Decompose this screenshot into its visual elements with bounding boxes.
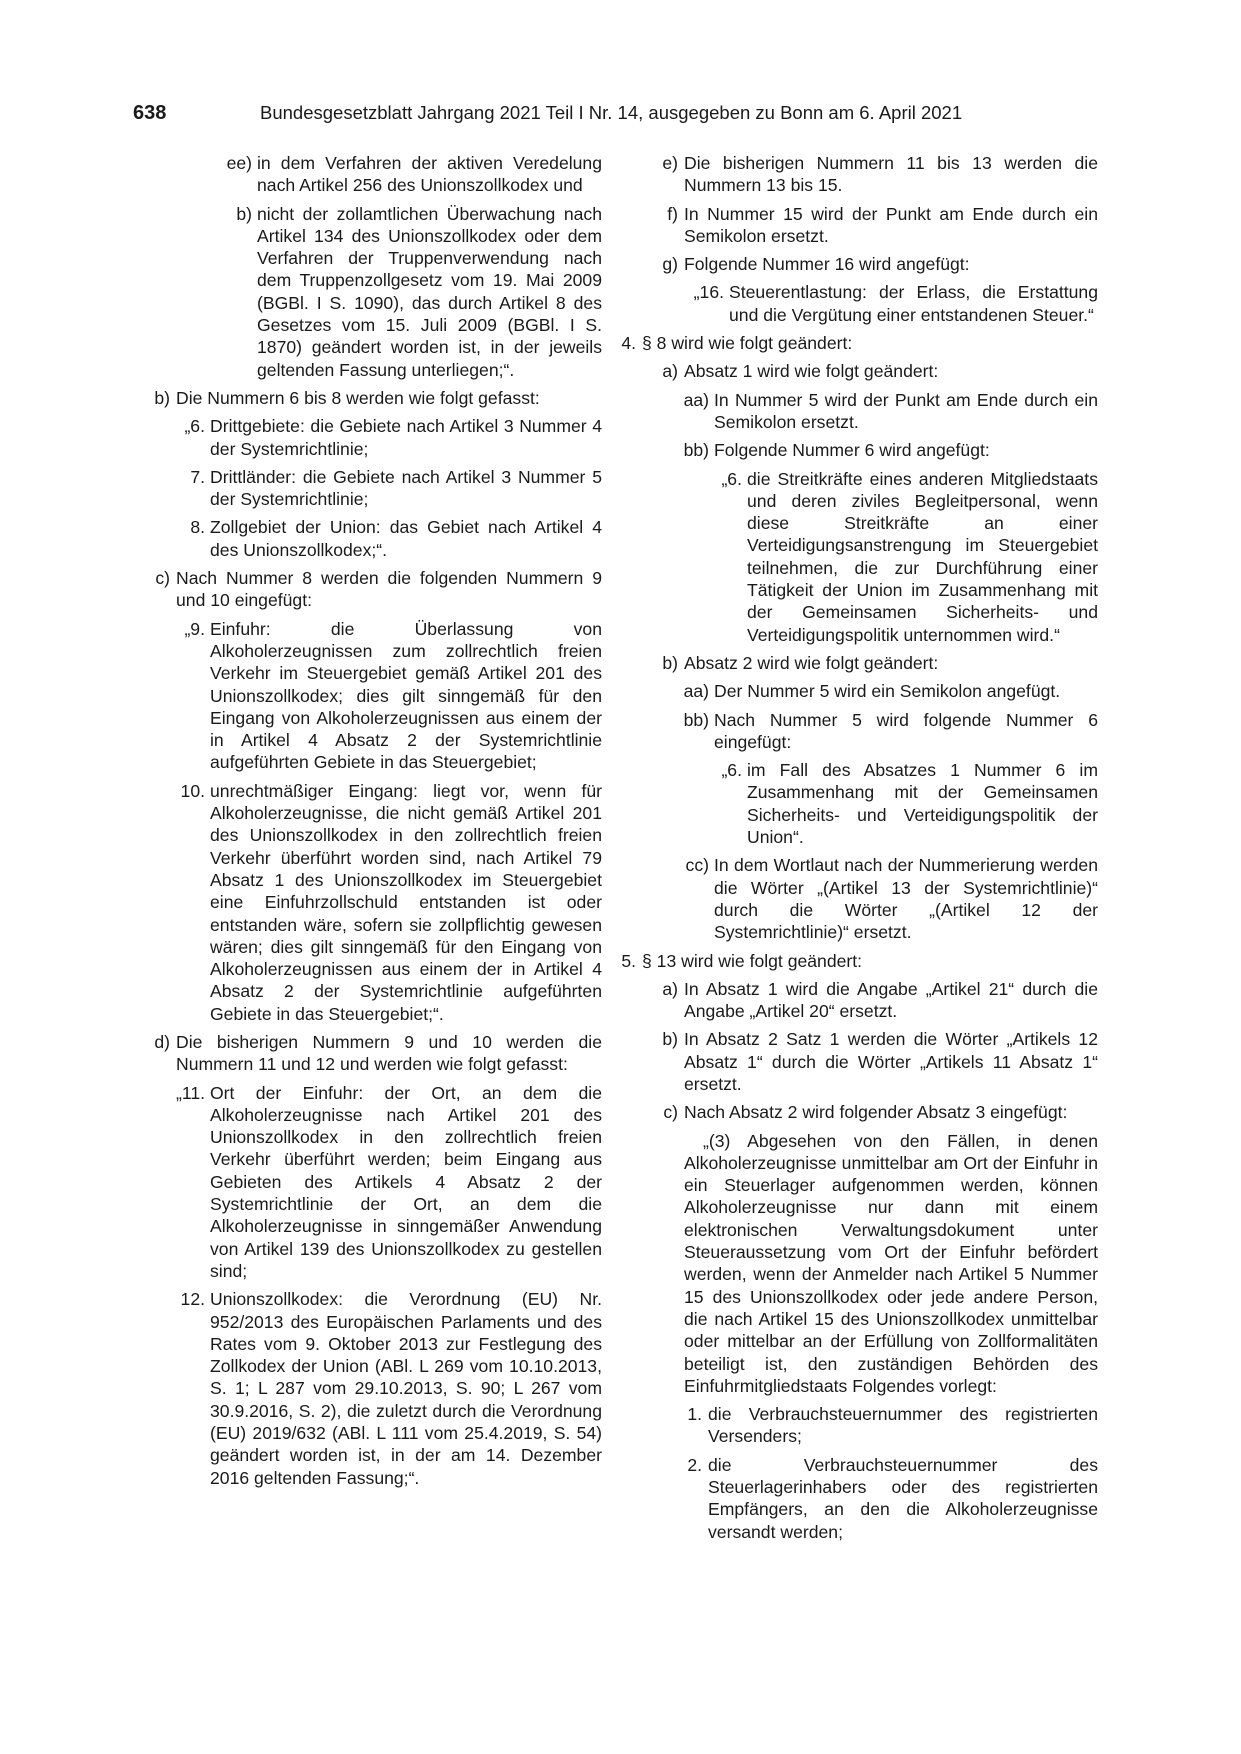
list-item-8 <box>175 516 602 561</box>
list-item-g <box>638 253 1098 275</box>
item-label: aa) <box>683 681 709 702</box>
list-item-a <box>638 360 1098 382</box>
list-item-12 <box>175 1288 602 1489</box>
list-item-cc <box>675 854 1098 943</box>
list-item-f <box>638 203 1098 248</box>
item-text: Zollgebiet der Union: das Gebiet nach Artikel 4 des Unionszollkodex;“. <box>210 517 602 560</box>
item-text: Die bisherigen Nummern 11 bis 13 werden die Nummern 13 bis 15. <box>684 153 1098 196</box>
item-label: „11. <box>175 1082 205 1103</box>
item-text: Die bisherigen Nummern 9 und 10 werden die Nummern 11 und 12 und werden wie folgt gefasst: <box>176 1031 602 1075</box>
item-text: Nach Nummer 5 wird folgende Nummer 6 eingefügt: <box>714 709 1098 752</box>
item-text: Einfuhr: die Überlassung von Alkoholerzeugnissen zum zollrechtlich freien Verkehr im Steuergebiet gemäß Artikel 201 des Unionszollkodex; dies gilt sinngemäß für den Eingang von Alkoholerzeugnissen aus einem der in Artikel 4 Absatz 2 der Systemrichtlinie aufgeführten Gebiete in das Steuergebiet; <box>210 618 602 773</box>
list-item-2 <box>684 1454 1098 1543</box>
item-label: e) <box>662 153 678 173</box>
item-text: § 13 wird wie folgt geändert: <box>642 950 863 971</box>
item-label: a) <box>662 361 678 382</box>
list-item-6 <box>716 759 1098 848</box>
item-label: bb) <box>683 709 709 730</box>
item-text: nicht der zollamtlichen Überwachung nach Artikel 134 des Unionszollkodex oder dem Verfahren der Truppenverwendung nach dem Truppenzollgesetz vom 19. Mai 2009 (BGBl. I S. 1090), das durch Artikel 8 des Gesetzes vom 15. Juli 2009 (BGBl. I S. 1870) geändert worden ist, in der jeweils geltenden Fassung unterliegen;“. <box>257 203 602 380</box>
item-text: Folgende Nummer 6 wird angefügt: <box>714 440 990 461</box>
list-item-1 <box>684 1403 1098 1448</box>
item-text: Nach Absatz 2 wird folgender Absatz 3 eingefügt: <box>684 1102 1068 1123</box>
section-4 <box>614 332 1098 354</box>
item-label: g) <box>662 254 678 275</box>
item-text: Ort der Einfuhr: der Ort, an dem die Alkoholerzeugnisse nach Artikel 201 des Unionszollkodex in den zollrechtlich freien Verkehr überführt werden; beim Eingang aus Gebieten des Artikels 4 Absatz 2 der Systemrichtlinie der Ort, an dem die Alkoholerzeugnisse in sinngemäßer Anwendung von Artikel 139 des Unionszollkodex zu gestellen sind; <box>210 1082 602 1281</box>
item-label: 1. <box>687 1404 702 1425</box>
item-text: Drittländer: die Gebiete nach Artikel 3 Nummer 5 der Systemrichtlinie; <box>210 466 602 510</box>
list-item-a <box>638 978 1098 1023</box>
item-label: 10. <box>180 780 205 801</box>
item-label: aa) <box>683 389 709 410</box>
item-label: c) <box>663 1102 678 1123</box>
item-text: Drittgebiete: die Gebiete nach Artikel 3 Nummer 4 der Systemrichtlinie; <box>210 416 602 459</box>
paragraph-absatz-3: „(3) Abgesehen von den Fällen, in denen Alkoholerzeugnisse unmittelbar am Ort der Einfuhr in ein Steuerlager aufgenommen werden, können Alkoholerzeugnisse nur dann mit einem elektronischen Verwaltungsdokument unter Steueraussetzung vom Ort der Einfuhr befördert werden, wenn der Anmelder nach Artikel 5 Nummer 15 des Unionszollkodex oder jede andere Person, die nach Artikel 15 des Unionszollkodex unmittelbar oder mittelbar an der Erfüllung von Zollformalitäten beteiligt ist, den zuständigen Behörden des Einfuhrmitgliedstaats Folgendes vorlegt: <box>684 1130 1098 1396</box>
page-header <box>133 100 1113 126</box>
list-item-7 <box>175 466 602 511</box>
item-text: In Absatz 2 Satz 1 werden die Wörter „Artikels 12 Absatz 1“ durch die Wörter „Artikels 11 Absatz 1“ ersetzt. <box>684 1029 1098 1094</box>
list-item-b <box>148 387 602 409</box>
item-text: die Streitkräfte eines anderen Mitgliedstaats und deren ziviles Begleitpersonal, wenn diese Streitkräfte an einer Verteidigungsanstrengung im Steuergebiet teilnehmen, die zur Durchführung einer Tätigkeit der Union im Zusammenhang mit der Gemeinsamen Sicherheits- und Verteidigungspolitik unternommen wird.“ <box>747 468 1098 645</box>
list-item-c <box>148 567 602 612</box>
list-item-e <box>638 152 1098 197</box>
item-label: ee) <box>226 153 252 173</box>
item-label: 8. <box>190 517 205 538</box>
item-label: cc) <box>685 855 709 876</box>
item-text: Steuerentlastung: der Erlass, die Erstattung und die Vergütung einer entstandenen Steuer.“ <box>729 282 1098 325</box>
list-item-b <box>638 652 1098 674</box>
list-item-10 <box>175 780 602 1025</box>
list-item-b <box>218 203 602 381</box>
item-text: Absatz 2 wird wie folgt geändert: <box>684 652 939 673</box>
item-text: in dem Verfahren der aktiven Veredelung nach Artikel 256 des Unionszollkodex und <box>257 153 602 196</box>
item-label: 7. <box>190 466 205 487</box>
list-item-aa <box>675 680 1098 702</box>
item-label: 5. <box>621 950 636 971</box>
list-item-b <box>638 1028 1098 1095</box>
item-label: 2. <box>687 1454 702 1475</box>
item-label: b) <box>236 203 252 224</box>
item-text: In Absatz 1 wird die Angabe „Artikel 21“ durch die Angabe „Artikel 20“ ersetzt. <box>684 978 1098 1022</box>
item-text: die Verbrauchsteuernummer des registrierten Versenders; <box>708 1404 1098 1447</box>
item-text: Unionszollkodex: die Verordnung (EU) Nr. 952/2013 des Europäischen Parlaments und des Rates vom 9. Oktober 2013 zur Festlegung des Zollkodex der Union (ABl. L 269 vom 10.10.2013, S. 1; L 287 vom 29.10.2013, S. 90; L 267 vom 30.9.2016, S. 2), die zuletzt durch die Verordnung (EU) 2019/632 (ABl. L 111 vom 25.4.2019, S. 54) geändert worden ist, in der am 14. Dezember 2016 geltenden Fassung;“. <box>210 1289 602 1488</box>
list-item-bb <box>675 439 1098 461</box>
item-label: b) <box>662 652 678 673</box>
list-item-d <box>148 1031 602 1076</box>
item-label: d) <box>154 1031 170 1052</box>
item-label: f) <box>667 203 678 224</box>
item-label: 12. <box>180 1289 205 1310</box>
item-text: In Nummer 5 wird der Punkt am Ende durch ein Semikolon ersetzt. <box>714 389 1098 432</box>
list-item-bb <box>675 709 1098 754</box>
page-number: 638 <box>133 102 167 124</box>
right-column <box>621 152 1098 1543</box>
item-label: c) <box>155 568 170 589</box>
item-text: In dem Wortlaut nach der Nummerierung werden die Wörter „(Artikel 13 der Systemrichtlinie)“ durch die Wörter „(Artikel 12 der Systemrichtlinie)“ ersetzt. <box>714 855 1098 943</box>
item-text: Nach Nummer 8 werden die folgenden Nummern 9 und 10 eingefügt: <box>176 568 602 611</box>
running-head: Bundesgesetzblatt Jahrgang 2021 Teil I Nr. 14, ausgegeben zu Bonn am 6. April 2021 <box>260 102 963 123</box>
list-item-9 <box>175 618 602 774</box>
list-item-ee <box>218 152 602 197</box>
item-text: die Verbrauchsteuernummer des Steuerlagerinhabers oder des registrierten Empfängers, an den die Alkoholerzeugnisse versandt werden; <box>708 1454 1098 1542</box>
item-label: bb) <box>683 440 709 461</box>
list-item-aa <box>675 389 1098 434</box>
list-item-11 <box>175 1082 602 1283</box>
item-text: In Nummer 15 wird der Punkt am Ende durch ein Semikolon ersetzt. <box>684 203 1098 246</box>
item-text: Die Nummern 6 bis 8 werden wie folgt gefasst: <box>176 387 540 408</box>
item-label: „9. <box>184 618 205 639</box>
item-text: im Fall des Absatzes 1 Nummer 6 im Zusammenhang mit der Gemeinsamen Sicherheits- und Verteidigungspolitik der Union“. <box>747 760 1098 848</box>
item-label: a) <box>662 978 678 999</box>
list-item-16 <box>690 281 1098 326</box>
left-column <box>154 152 602 1489</box>
item-label: „6. <box>721 760 742 781</box>
item-text: § 8 wird wie folgt geändert: <box>642 333 853 354</box>
item-label: „6. <box>721 468 742 489</box>
item-text: Der Nummer 5 wird ein Semikolon angefügt. <box>714 681 1061 702</box>
section-5 <box>614 950 1098 972</box>
item-label: „16. <box>693 282 724 303</box>
item-label: b) <box>154 387 170 408</box>
list-item-6 <box>175 415 602 460</box>
item-label: b) <box>662 1029 678 1050</box>
item-label: 4. <box>621 333 636 354</box>
list-item-c <box>638 1101 1098 1123</box>
list-item-6 <box>716 468 1098 646</box>
item-text: Absatz 1 wird wie folgt geändert: <box>684 361 939 382</box>
item-text: unrechtmäßiger Eingang: liegt vor, wenn für Alkoholerzeugnisse, die nicht gemäß Artikel 201 des Unionszollkodex in den zollrechtlich freien Verkehr überführt worden sind, nach Artikel 79 Absatz 1 des Unionszollkodex im Steuergebiet eine Einfuhrzollschuld entstanden ist oder entstanden wäre, sofern sie zollpflichtig gewesen wären; dies gilt sinngemäß für den Eingang von Alkoholerzeugnissen aus einem der in Artikel 4 Absatz 2 der Systemrichtlinie aufgeführten Gebiete in das Steuergebiet;“. <box>210 780 602 1024</box>
item-label: „6. <box>184 416 205 437</box>
item-text: Folgende Nummer 16 wird angefügt: <box>684 254 970 275</box>
